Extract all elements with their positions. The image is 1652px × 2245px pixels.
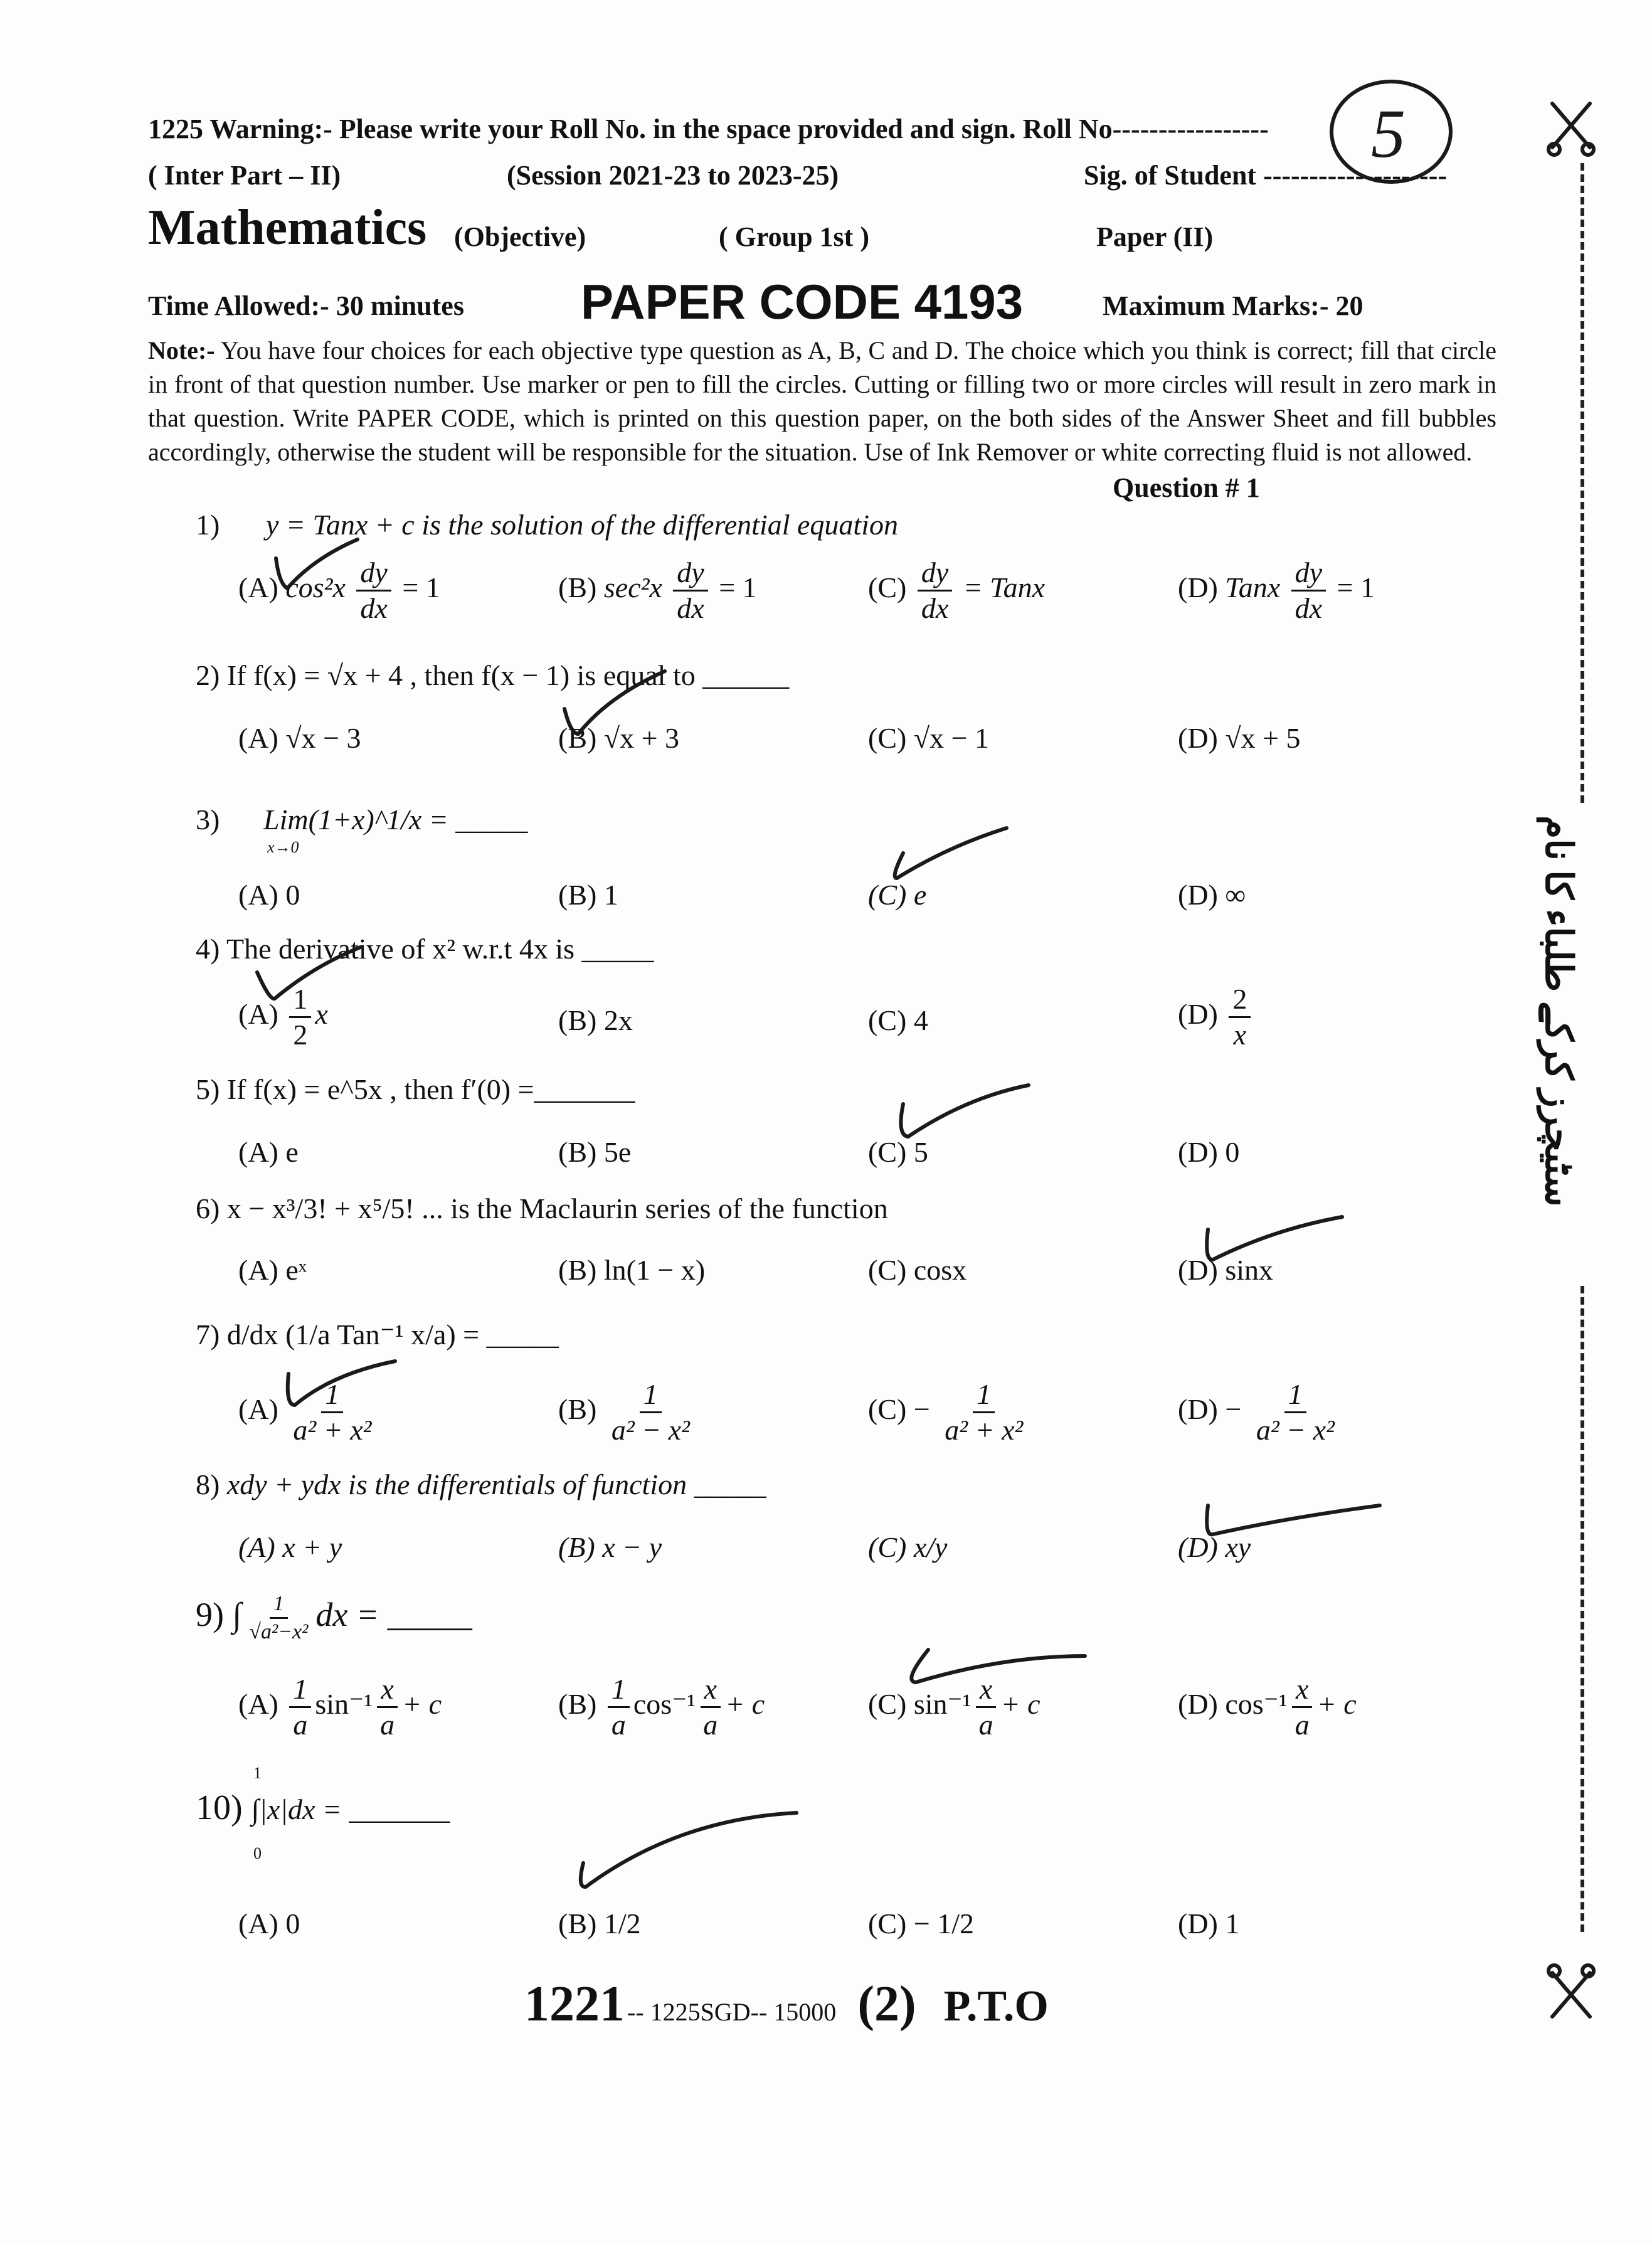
q3-number: 3)	[196, 804, 220, 836]
q9-tick-mark	[891, 1637, 1091, 1706]
session: (Session 2021-23 to 2023-25)	[507, 160, 839, 191]
q10-option-a[interactable]: (A) 0	[238, 1908, 300, 1940]
q1-option-a[interactable]: (A) cos²x $\frac{dy}{dx}$ = 1	[238, 556, 440, 624]
q10-stem: 10) ∫|x|dx = _______	[196, 1788, 450, 1827]
q8-option-d[interactable]: (D) xy	[1178, 1531, 1251, 1563]
q6-option-d[interactable]: (D) sinx	[1178, 1254, 1274, 1286]
q2-stem: 2) If f(x) = √x + 4 , then f(x − 1) is equal to ______	[196, 659, 790, 691]
q4-stem: 4) The derivative of x² w.r.t 4x is _____	[196, 933, 654, 965]
roll-number-handwritten	[1317, 69, 1468, 201]
time-allowed: Time Allowed:- 30 minutes	[148, 290, 464, 321]
q10-upper-limit: 1	[253, 1764, 262, 1782]
group-label: ( Group 1st )	[719, 221, 869, 252]
q6-option-b[interactable]: (B) ln(1 − x)	[558, 1254, 706, 1286]
instructions-note	[148, 334, 1496, 469]
footer	[524, 1976, 1049, 2033]
paper-code: PAPER CODE 4193	[581, 274, 1024, 329]
q6-stem: 6) x − x³/3! + x⁵/5! ... is the Maclaurin series of the function	[196, 1192, 888, 1224]
q8-option-a[interactable]: (A) x + y	[238, 1531, 342, 1563]
objective-label: (Objective)	[454, 221, 586, 252]
note-label: Note:-	[148, 336, 215, 364]
q8-option-c[interactable]: (C) x/y	[868, 1531, 948, 1563]
inter-part: ( Inter Part – II)	[148, 160, 341, 191]
paper-label: Paper (II)	[1096, 221, 1214, 252]
q3-option-a[interactable]: (A) 0	[238, 879, 300, 911]
q1-number: 1)	[196, 509, 220, 541]
q7-option-b[interactable]: (B) $\frac{1}{\text{a² − x²}}$	[558, 1378, 690, 1446]
q2-tick-mark	[552, 665, 671, 746]
roll-digit: 5	[1371, 95, 1406, 172]
q4-tick-mark	[245, 941, 370, 1010]
q8-tick-mark	[1185, 1493, 1386, 1556]
q6-option-c[interactable]: (C) cosx	[868, 1254, 967, 1286]
q5-stem: 5) If f(x) = e^5x , then f′(0) =_______	[196, 1073, 635, 1105]
note-text: You have four choices for each objective type question as A, B, C and D. The choice which you think is correct; fill that circle in front of that question number. Use marker or pen to fill the circles. Cutting or filling two or more circles will result in zero mark in that question. Write PAPER CODE, which is printed on this question paper, on the both sides of the Answer Sheet and fill bubbles accordingly, otherwise the student will be responsible for the situation. Use of Ink Remover or white correcting fluid is not allowed.	[148, 336, 1497, 466]
question-heading: Question # 1	[1113, 472, 1260, 503]
header-warning: 1225 Warning:- Please write your Roll No. in the space provided and sign. Roll No-----------------	[148, 114, 1269, 144]
student-signature-field[interactable]: Sig. of Student --------------------	[1084, 160, 1448, 191]
scissors-icon-bottom	[1543, 1963, 1599, 2026]
footer-batch: -- 1225SGD-- 15000	[627, 1998, 837, 2026]
q1-stem: y = Tanx + c is the solution of the differential equation	[266, 509, 898, 541]
q9-stem: 9) ∫ $\frac{1}{\text{√a²−x²}}$ dx = _____	[196, 1592, 472, 1643]
q5-option-c[interactable]: (C) 5	[868, 1136, 928, 1168]
cut-line-lower	[1581, 1286, 1584, 1932]
footer-pto: P.T.O	[943, 1982, 1049, 2030]
q9-option-b[interactable]: (B) $\frac{1}{a}$ cos⁻¹ $\frac{x}{a}$ + c	[558, 1673, 765, 1741]
q10-option-c[interactable]: (C) − 1/2	[868, 1908, 975, 1940]
q2-option-c[interactable]: (C) √x − 1	[868, 722, 990, 754]
q7-option-c[interactable]: (C) − $\frac{1}{\text{a² + x²}}$	[868, 1378, 1024, 1446]
q1-option-b[interactable]: (B) sec²x $\frac{dy}{dx}$ = 1	[558, 556, 757, 624]
q5-option-b[interactable]: (B) 5e	[558, 1136, 632, 1168]
q4-option-a[interactable]: (A) $\frac{1}{2}$ x	[238, 983, 328, 1051]
scissors-icon-top	[1543, 94, 1599, 157]
q3-option-b[interactable]: (B) 1	[558, 879, 618, 911]
footer-code: 1221	[524, 1977, 625, 2032]
q9-option-d[interactable]: (D) cos⁻¹ $\frac{x}{a}$ + c	[1178, 1673, 1357, 1741]
q5-option-d[interactable]: (D) 0	[1178, 1136, 1240, 1168]
q8-option-b[interactable]: (B) x − y	[558, 1531, 662, 1563]
q3-tick-mark	[878, 815, 1016, 897]
q10-option-b[interactable]: (B) 1/2	[558, 1908, 641, 1940]
q3-stem: Lim(1+x)^1/x = _____	[263, 804, 528, 836]
q2-option-d[interactable]: (D) √x + 5	[1178, 722, 1301, 754]
q4-option-d[interactable]: (D) $\frac{2}{x}$	[1178, 985, 1254, 1049]
q7-option-a[interactable]: (A) $\frac{1}{\text{a² + x²}}$	[238, 1378, 372, 1446]
q4-option-c[interactable]: (C) 4	[868, 1004, 928, 1036]
q4-option-b[interactable]: (B) 2x	[558, 1004, 633, 1036]
q1-option-c[interactable]: (C) $\frac{dy}{dx}$ = Tanx	[868, 556, 1046, 624]
q7-option-d[interactable]: (D) − $\frac{1}{\text{a² − x²}}$	[1178, 1378, 1335, 1446]
q7-stem: 7) d/dx (1/a Tan⁻¹ x/a) = _____	[196, 1319, 559, 1351]
q8-stem: 8) xdy + ydx is the differentials of function _____	[196, 1468, 766, 1500]
q5-tick-mark	[884, 1073, 1035, 1154]
q3-option-c[interactable]: (C) e	[868, 879, 927, 911]
subject-title: Mathematics	[148, 200, 427, 255]
q10-option-d[interactable]: (D) 1	[1178, 1908, 1240, 1940]
q2-option-a[interactable]: (A) √x − 3	[238, 722, 361, 754]
q1-tick-mark	[263, 533, 364, 602]
q3-option-d[interactable]: (D) ∞	[1178, 879, 1246, 911]
maximum-marks: Maximum Marks:- 20	[1103, 290, 1363, 321]
cut-line-upper	[1581, 163, 1584, 803]
q10-tick-mark	[564, 1807, 803, 1894]
q6-option-a[interactable]: (A) eˣ	[238, 1254, 307, 1286]
q9-option-a[interactable]: (A) $\frac{1}{a}$ sin⁻¹ $\frac{x}{a}$ + c	[238, 1673, 442, 1741]
q6-tick-mark	[1185, 1204, 1348, 1280]
q10-lower-limit: 0	[253, 1844, 262, 1862]
q1-option-d[interactable]: (D) Tanx $\frac{dy}{dx}$ = 1	[1178, 556, 1375, 624]
q9-option-c[interactable]: (C) sin⁻¹ $\frac{x}{a}$ + c	[868, 1673, 1040, 1741]
q2-option-b[interactable]: (B) √x + 3	[558, 722, 680, 754]
margin-urdu-note: سٹیچرز کرکے طلباء کا نام	[1538, 815, 1579, 1207]
q7-tick-mark	[276, 1355, 401, 1418]
footer-page: (2)	[857, 1977, 916, 2032]
q3-limit-subscript: x→0	[267, 838, 299, 856]
q5-option-a[interactable]: (A) e	[238, 1136, 299, 1168]
